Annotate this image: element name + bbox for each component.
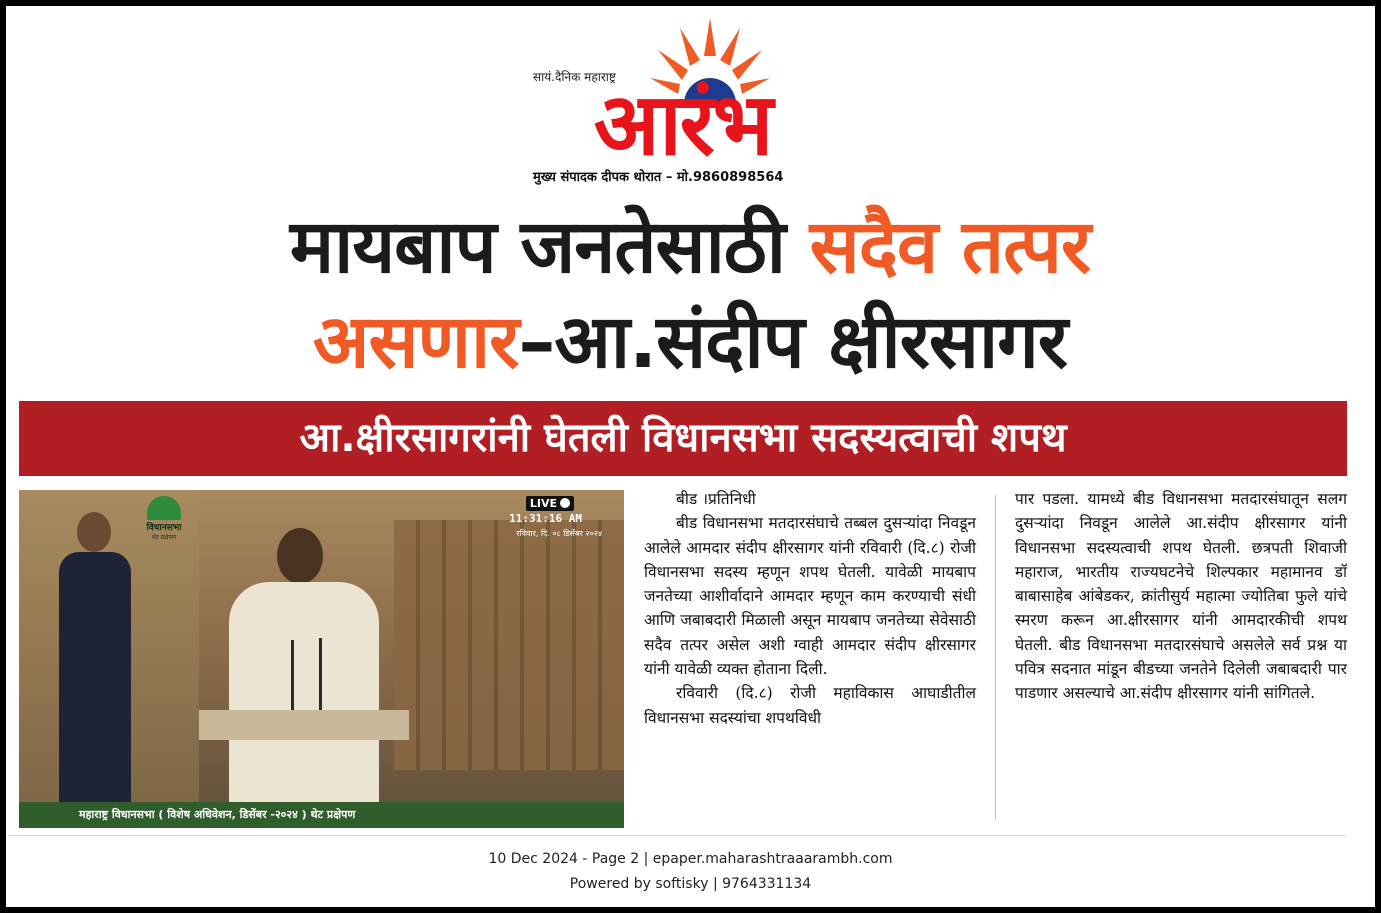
broadcast-time: 11:31:16 AM [509, 512, 582, 525]
emblem-text: विधानसभा [146, 523, 182, 533]
headline-line-1 [20, 204, 1360, 290]
dome-icon [147, 496, 181, 520]
broadcast-date: रविवार, दि. ०८ डिसेंबर २०२४ [516, 529, 602, 538]
headline-line-2 [20, 299, 1360, 385]
vidhansabha-emblem [139, 496, 189, 554]
person-left-body [59, 552, 131, 828]
emblem-subtext: थेट प्रक्षेपण [151, 534, 177, 541]
person-speaker-head [277, 528, 323, 584]
footer-page-info: 10 Dec 2024 - Page 2 | epaper.maharashtraaarambh.com [488, 851, 893, 867]
footer-powered-by: Powered by softisky | 9764331134 [569, 876, 812, 892]
person-speaker-body [229, 582, 379, 828]
masthead [515, 16, 860, 191]
article-photo [19, 490, 624, 828]
article-column-1 [644, 487, 976, 730]
masthead-tagline: सायं.दैनिक महाराष्ट्र [533, 70, 616, 84]
headline-part-dark: –आ.संदीप क्षीरसागर [518, 299, 1068, 385]
headline-part-orange: सदैव तत्पर [809, 204, 1091, 290]
live-label: LIVE [529, 497, 557, 510]
article-dateline: बीड ।प्रतिनिधी [676, 490, 756, 508]
photo-caption: महाराष्ट्र विधानसभा ( विशेष अधिवेशन, डिसेंबर -२०२४ ) थेट प्रक्षेपण [19, 802, 624, 828]
podium [199, 710, 409, 740]
play-icon [560, 498, 570, 508]
live-badge [526, 496, 574, 511]
footer-divider [7, 835, 1347, 836]
article-paragraph: बीड विधानसभा मतदारसंघाचे तब्बल दुसऱ्यांदा निवडून आलेले आमदार संदीप क्षीरसागर यांनी रविवारी (दि.८) रोजी विधानसभा सदस्य म्हणून शपथ घेतली. यावेळी मायबाप जनतेच्या आशीर्वादाने आमदार म्हणून काम करण्याची संधी आणि जबाबदारी मिळाली असून मायबाप जनतेच्या सेवेसाठी सदैव तत्पर असेल अशी ग्वाही आमदार संदीप क्षीरसागर यांनी यावेळी व्यक्त होताना दिली. [644, 514, 976, 679]
newspaper-logo: आरंभ [593, 75, 772, 175]
editor-line: मुख्य संपादक दीपक थोरात – मो.9860898564 [533, 170, 784, 185]
person-left-head [77, 512, 111, 552]
headline-part-orange: असणार [312, 299, 519, 385]
article-paragraph: पार पडला. यामध्ये बीड विधानसभा मतदारसंघातून सलग दुसऱ्यांदा निवडून आलेले आ.संदीप क्षीरसागर यांनी विधानसभा सदस्यत्वाची शपथ घेतली. छत्रपती शिवाजी महाराज, भारतीय राज्यघटनेचे शिल्पकार महामानव डॉ बाबासाहेब आंबेडकर, क्रांतीसुर्य महात्मा ज्योतिबा फुले यांचे स्मरण करून आ.क्षीरसागर यांनी आमदारकीची शपथ घेतली. बीड विधानसभा मतदारसंघाचे असलेले सर्व प्रश्न या पवित्र सदनात मांडून बीडच्या जनतेने दिलेली जबाबदारी पार पाडणार असल्याचे आ.संदीप क्षीरसागर यांनी सांगितले. [1015, 490, 1347, 703]
subheadline-band: आ.क्षीरसागरांनी घेतली विधानसभा सदस्यत्वाची शपथ [19, 401, 1347, 476]
article-paragraph: रविवारी (दि.८) रोजी महाविकास आघाडीतील विधानसभा सदस्यांचा शपथविधी [644, 684, 976, 727]
column-divider [995, 495, 996, 820]
headline-part-dark: मायबाप जनतेसाठी [289, 204, 785, 290]
article-column-2 [1015, 487, 1347, 706]
photo-wood-panel [394, 520, 624, 770]
